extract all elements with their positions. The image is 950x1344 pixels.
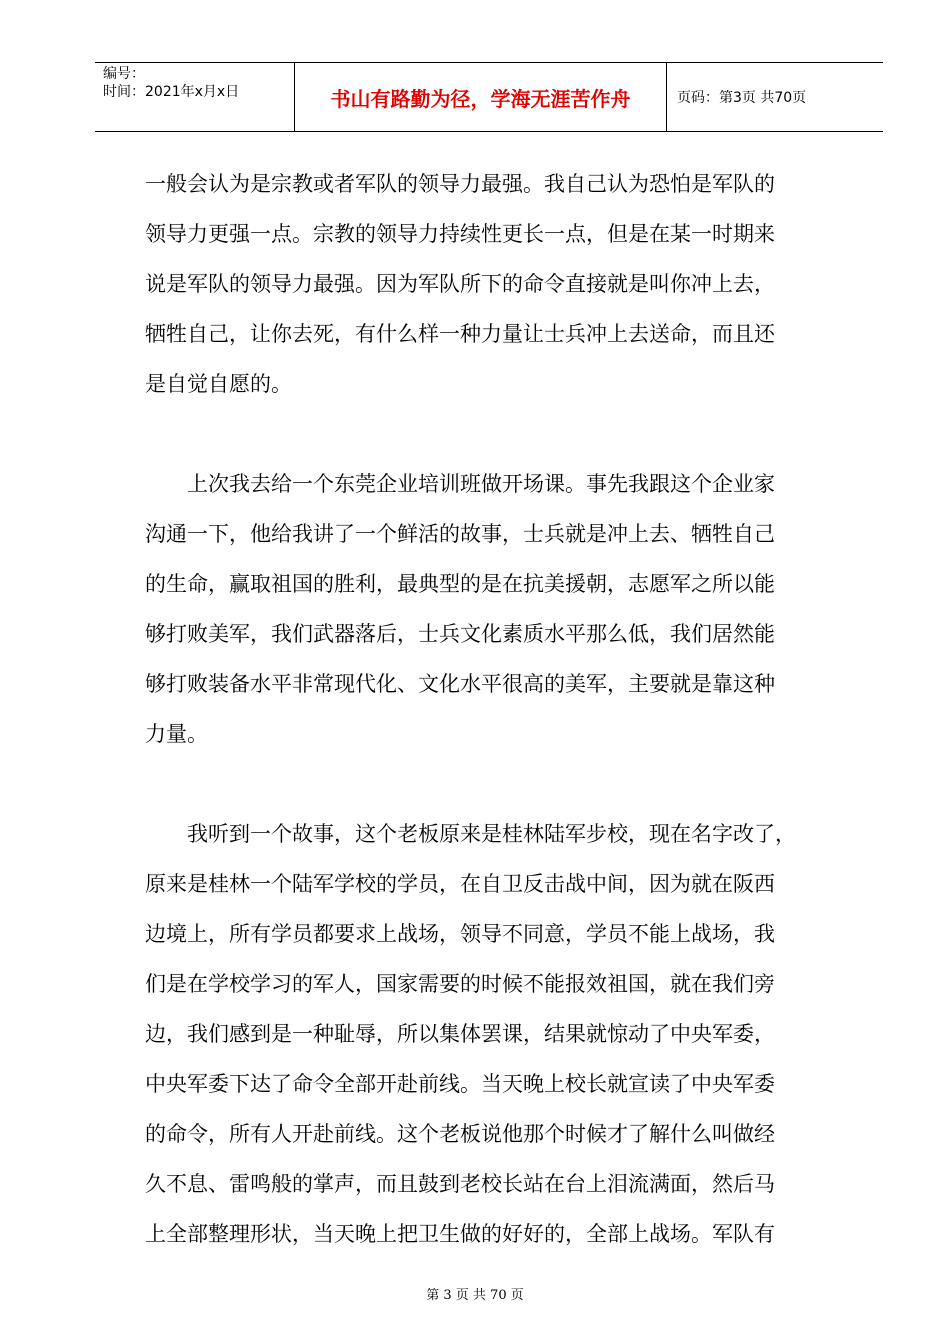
text-line: 我听到一个故事，这个老板原来是桂林陆军步校，现在名字改了， xyxy=(145,822,796,846)
text-line: 力量。 xyxy=(145,722,208,746)
header-meta xyxy=(103,65,293,101)
text-line: 领导力更强一点。宗教的领导力持续性更长一点，但是在某一时期来 xyxy=(145,222,775,246)
text-line: 是自觉自愿的。 xyxy=(145,372,292,396)
text-line: 原来是桂林一个陆军学校的学员，在自卫反击战中间，因为就在阪西 xyxy=(145,872,775,896)
text-line: 久不息、雷鸣般的掌声，而且鼓到老校长站在台上泪流满面，然后马 xyxy=(145,1172,775,1196)
text-line: 边，我们感到是一种耻辱，所以集体罢课，结果就惊动了中央军委， xyxy=(145,1022,775,1046)
text-line: 够打败装备水平非常现代化、文化水平很高的美军，主要就是靠这种 xyxy=(145,672,775,696)
header-divider-right xyxy=(666,63,667,131)
paragraph xyxy=(145,809,815,1259)
header-page-number: 页码：第3页 共70页 xyxy=(677,90,807,106)
document-body xyxy=(145,159,815,1309)
text-line: 说是军队的领导力最强。因为军队所下的命令直接就是叫你冲上去， xyxy=(145,272,775,296)
text-line: 一般会认为是宗教或者军队的领导力最强。我自己认为恐怕是军队的 xyxy=(145,172,775,196)
page-header xyxy=(95,62,883,132)
paragraph xyxy=(145,459,815,759)
document-number-label: 编号： xyxy=(103,66,145,82)
text-line: 牺牲自己，让你去死，有什么样一种力量让士兵冲上去送命，而且还 xyxy=(145,322,775,346)
text-line: 上全部整理形状，当天晚上把卫生做的好好的，全部上战场。军队有 xyxy=(145,1222,775,1246)
text-line: 的生命，赢取祖国的胜利，最典型的是在抗美援朝，志愿军之所以能 xyxy=(145,572,775,596)
text-line: 上次我去给一个东莞企业培训班做开场课。事先我跟这个企业家 xyxy=(145,472,775,496)
text-line: 沟通一下，他给我讲了一个鲜活的故事，士兵就是冲上去、牺牲自己 xyxy=(145,522,775,546)
text-line: 的命令，所有人开赴前线。这个老板说他那个时候才了解什么叫做经 xyxy=(145,1122,775,1146)
text-line: 边境上，所有学员都要求上战场，领导不同意，学员不能上战场，我 xyxy=(145,922,775,946)
header-motto: 书山有路勤为径，学海无涯苦作舟 xyxy=(330,86,631,111)
text-line: 们是在学校学习的军人，国家需要的时候不能报效祖国，就在我们旁 xyxy=(145,972,775,996)
paragraph xyxy=(145,159,815,409)
document-time-label: 时间：2021年x月x日 xyxy=(103,84,240,100)
text-line: 中央军委下达了命令全部开赴前线。当天晚上校长就宣读了中央军委 xyxy=(145,1072,775,1096)
page-footer: 第 3 页 共 70 页 xyxy=(426,1288,524,1303)
text-line: 够打败美军，我们武器落后，士兵文化素质水平那么低，我们居然能 xyxy=(145,622,775,646)
